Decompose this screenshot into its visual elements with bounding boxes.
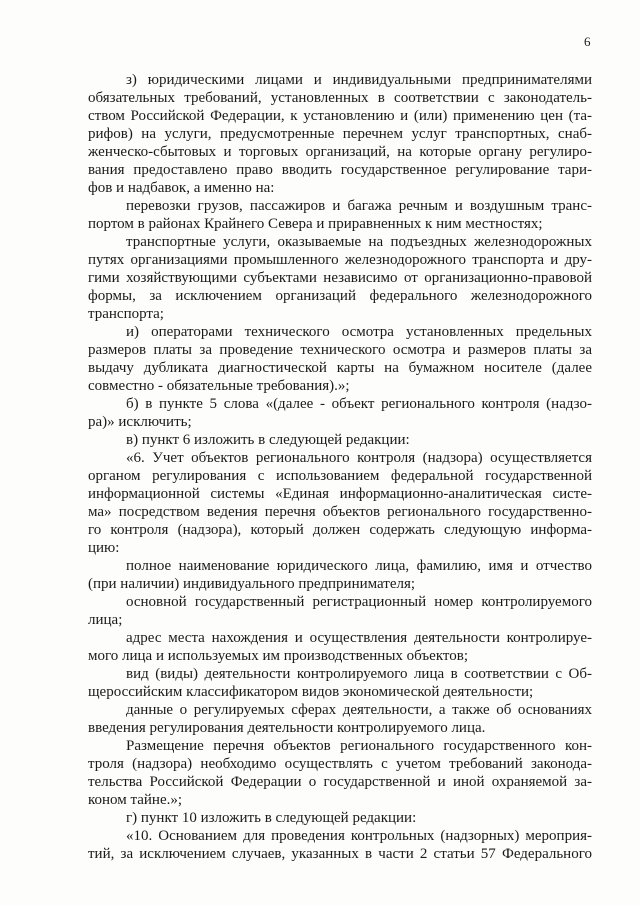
text-line: ством Российской Федерации, к установлению и (или) применению цен (та- <box>88 108 592 124</box>
text-line: фов и надбавок, а именно на: <box>88 180 275 196</box>
text-line: в) пункт 6 изложить в следующей редакции: <box>126 432 410 448</box>
text-line: вания предоставлено право вводить государственное регулирование тари- <box>88 162 592 178</box>
text-line: б) в пункте 5 слова «(далее - объект регионального контроля (надзо- <box>126 396 592 412</box>
text-line: информационной системы «Единая информационно-аналитическая систе- <box>88 486 592 502</box>
text-line: женческо-сбытовых и торговых организаций, на которые органу регулиро- <box>88 144 592 160</box>
text-line: з) юридическими лицами и индивидуальными предпринимателями <box>126 72 592 88</box>
text-line: транспортные услуги, оказываемые на подъездных железнодорожных <box>126 234 592 250</box>
text-line: (при наличии) индивидуального предпринимателя; <box>88 576 416 592</box>
text-line: введения регулирования деятельности контролируемого лица. <box>88 720 486 736</box>
text-line: размеров платы за проведение технического осмотра и размеров платы за <box>88 342 592 358</box>
text-line: перевозки грузов, пассажиров и багажа речным и воздушным транс- <box>126 198 592 214</box>
text-line: г) пункт 10 изложить в следующей редакции: <box>126 810 417 826</box>
text-line: мого лица и используемых им производственных объектов; <box>88 648 469 664</box>
text-line: троля (надзора) необходимо осуществлять с учетом требований законода- <box>88 756 592 772</box>
text-line: гими хозяйствующими субъектами независимо от организационно-правовой <box>88 270 592 286</box>
text-line: портом в районах Крайнего Севера и приравненных к ним местностях; <box>88 216 543 232</box>
text-line: вид (виды) деятельности контролируемого лица в соответствии с Об- <box>126 666 592 682</box>
text-line: данные о регулируемых сферах деятельности, а также об основаниях <box>126 702 592 718</box>
text-line: транспорта; <box>88 306 164 322</box>
text-line: совместно - обязательные требования).»; <box>88 378 350 394</box>
text-line: ра)» исключить; <box>88 414 192 430</box>
text-line: «6. Учет объектов регионального контроля (надзора) осуществляется <box>126 450 592 466</box>
text-line: «10. Основанием для проведения контрольных (надзорных) мероприя- <box>126 828 592 844</box>
text-line: путях организациями промышленного железнодорожного транспорта и дру- <box>88 252 592 268</box>
page-number: 6 <box>584 34 591 49</box>
body-text <box>88 71 592 863</box>
text-line: основной государственный регистрационный номер контролируемого <box>126 594 592 610</box>
text-line: коном тайне.»; <box>88 792 183 808</box>
text-line: лица; <box>88 612 123 628</box>
text-line: и) операторами технического осмотра установленных предельных <box>126 324 592 340</box>
text-line: полное наименование юридического лица, фамилию, имя и отчество <box>126 558 592 574</box>
text-line: цию: <box>88 540 120 556</box>
text-line: ма» посредством ведения перечня объектов регионального государственно- <box>88 504 592 520</box>
text-line: тий, за исключением случаев, указанных в части 2 статьи 57 Федерального <box>88 846 592 862</box>
text-line: формы, за исключением организаций федерального железнодорожного <box>88 288 592 304</box>
text-line: рифов) на услуги, предусмотренные перечнем услуг транспортных, снаб- <box>88 126 592 142</box>
text-line: го контроля (надзора), который должен содержать следующую информа- <box>88 522 592 538</box>
text-line: выдачу дубликата диагностической карты на бумажном носителе (далее <box>88 360 592 376</box>
text-line: Размещение перечня объектов регионального государственного кон- <box>126 738 592 754</box>
text-line: тельства Российской Федерации о государственной и иной охраняемой за- <box>88 774 592 790</box>
text-line: органом регулирования с использованием федеральной государственной <box>88 468 592 484</box>
text-line: щероссийским классификатором видов экономической деятельности; <box>88 684 534 700</box>
text-line: адрес места нахождения и осуществления деятельности контролируе- <box>126 630 592 646</box>
text-line: обязательных требований, установленных в соответствии с законодатель- <box>88 90 592 106</box>
